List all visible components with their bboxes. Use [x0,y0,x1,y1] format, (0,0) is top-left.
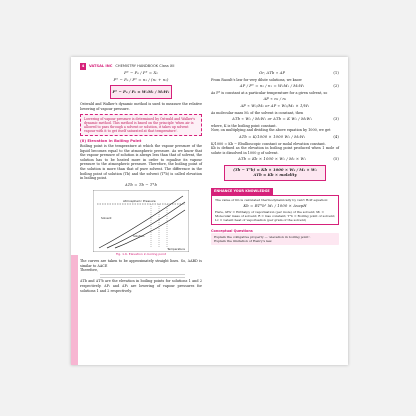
boxed-equation: P° − P₀ / P₀ = W₂M₁ / M₂W₁ [110,85,172,99]
equation: Or, ΔTb ∝ ΔP (1) [259,70,339,75]
figure-caption: Fig. 1.6. Elevation in boiling point [115,252,167,257]
equation: ΔP / P° = n₂ / n₁ = W₂M₁ / M₂W₁ (2) [239,83,339,89]
equation: ΔTb ∝ W₂ / M₂W₁ or ΔTb = K W₂ / M₂W₁ (3) [232,116,339,122]
equation: ΔP ∝ n₂ / n₁ [263,96,287,102]
page-number: 4 [81,64,85,68]
paragraph: where, K is the boiling point constant. [211,123,277,128]
graph-atm-label: Atmospheric Pressure [123,199,156,204]
paragraph: Kb is defined as the elevation in boiling point produced when 1 mole of solute is dissolved in 1000 g of solvent. [211,146,339,155]
enhance-knowledge-heading: ENHANCE YOUR KNOWLEDGE [211,188,273,195]
graph-solution-label: Solution [133,234,145,239]
conceptual-questions-heading: Conceptual Questions [211,228,253,233]
graph-solvent-label: Solvent [101,216,112,221]
equation: ΔTb = K/1000 × 1000 W₂ / M₂W₁ (4) [238,133,339,139]
note-box: Lowering of vapour pressure is determined by Ostwald and Walker's dynamic method. This method is based on the principle 'when air is allowed to pass through a solvent or solution, it takes up solvent vapour with it to get itself saturated at that temperature'. [80,114,202,136]
paragraph: K/1000 = Kb − Ebullioscopic constant or molal elevation constant. [211,141,326,146]
equation: ΔTb = Kb × 1000 × W₂ / M₂ × W₁ (5) [238,156,339,162]
book-title: CHEMISTRY HANDBOOK Class XII [115,64,175,68]
question-item: Explain the limitation of Henry's law. [214,239,273,244]
side-tab [71,255,78,365]
paragraph: Ostwald and Walker's dynamic method is used to measure the relative lowering of vapour pressure. [80,102,202,111]
conceptual-questions-box [211,233,339,245]
paragraph: As molecular mass M₁ of the solvent is constant, then [211,110,304,115]
question-item: Explain the colligative property — 'elevation in boiling point'. [214,235,311,240]
boxed-equation: (Tb − T°b) = Kb × 1000 × W₂ / M₂ × W₁ ΔTb = Kb × molality [224,165,326,181]
paragraph: From Raoult's law for very dilute solutions, we know [211,77,302,82]
paragraph: Now, on multiplying and dividing the above equation by 1000, we get [211,128,331,133]
right-column [211,69,339,245]
graph-xlabel: Temperature [167,246,185,251]
equation: ΔP ∝ W₂/M₂ or ΔP ∝ W₂/M₂ × 1/W₁ [240,102,310,108]
equation-line [100,277,185,278]
left-column [80,69,202,293]
document-page [71,57,348,365]
brand-name: VATSAL INC [89,64,113,68]
equation-line [100,274,185,275]
enhance-knowledge-box: The value of Kb is calculated thermodynamically by van't Hoff equation: Kb = RT°b² M₁ / 1000 × ΔvapH Here, ΔHv = Enthalpy of vaporisation (per mole) of the solvent; M₁ = Molecular mass of solvent; R = Gas constant; T°b = Boiling point of solvent; Lv = Latent heat of vaporisation (per gram of the solvent) [211,195,339,225]
section-title: (ii) Elevation in Boiling Point [80,138,142,144]
paragraph: The curves are taken to be approximately straight lines. So, ΔABD is similar to ΔACE [80,258,202,268]
therefore-label: Therefore, [80,268,99,273]
equation: ΔTb = Tb − T°b [124,181,158,187]
paragraph: ΔTb and ΔT'b are the elevation in boiling points for solutions 1 and 2 respectively. ΔP₁ and ΔP₂ are lowering of vapour pressures for solutions 1 and 2 respectively. [80,279,202,293]
paragraph: As P° is constant at a particular temperature for a given solvent, so [211,90,328,95]
paragraph: Boiling point is the temperature at which the vapour pressure of the liquid becomes equal to the atmospheric pressure. As we know that the vapour pressure of solution is always less than that of solvent, the solution has to be heated more in order to equalise its vapour pressure to the atmospheric pressure. Therefore, the boiling point of the solution is more than that of pure solvent. The difference in the boiling point of solution (Tb) and the solvent (T°b) is called elevation in boiling point. [80,143,202,181]
boiling-point-graph [93,190,189,252]
equation: P° − P₀ / P° = n₂ / (n₁ + n₂) [113,76,169,82]
equation: P° − P₀ / P° = X₂ [124,70,158,75]
